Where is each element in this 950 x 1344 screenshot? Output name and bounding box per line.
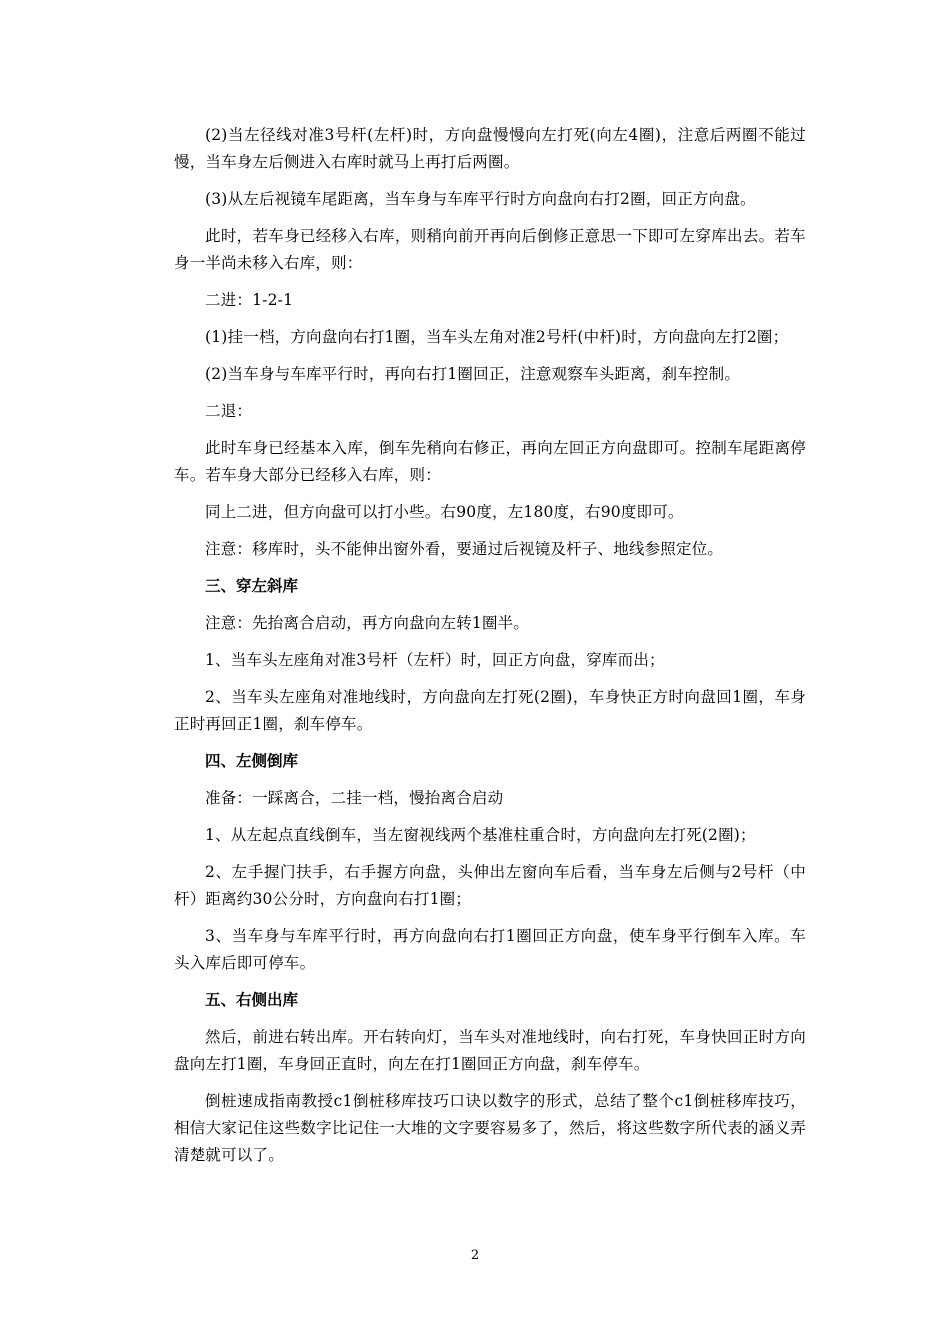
paragraph: 倒桩速成指南教授c1倒桩移库技巧口诀以数字的形式，总结了整个c1倒桩移库技巧，相信大家记住这些数字比记住一大堆的文字要容易多了，然后，将这些数字所代表的涵义弄清楚就可以了。 [174, 1092, 806, 1164]
paragraph: 注意：移库时，头不能伸出窗外看，要通过后视镜及杆子、地线参照定位。 [205, 540, 724, 558]
section-heading: 三、穿左斜库 [205, 577, 299, 595]
paragraph: 3、当车身与车库平行时，再方向盘向右打1圈回正方向盘，使车身平行倒车入库。车头入库后即可停车。 [174, 927, 806, 972]
paragraph: (2)当左径线对准3号杆(左杆)时，方向盘慢慢向左打死(向左4圈)，注意后两圈不能过慢，当车身左后侧进入右库时就马上再打后两圈。 [174, 126, 806, 171]
paragraph: 1、从左起点直线倒车，当左窗视线两个基准柱重合时，方向盘向左打死(2圈)； [205, 826, 756, 844]
paragraph: 同上二进，但方向盘可以打小些。右90度，左180度，右90度即可。 [205, 503, 684, 521]
paragraph: 2、左手握门扶手，右手握方向盘，头伸出左窗向车后看，当车身左后侧与2号杆（中杆）距离约30公分时，方向盘向右打1圈； [174, 863, 806, 908]
paragraph: 二进：1-2-1 [205, 291, 294, 309]
section-heading: 四、左侧倒库 [205, 752, 299, 770]
paragraph: (2)当车身与车库平行时，再向右打1圈回正，注意观察车头距离，刹车控制。 [205, 365, 741, 383]
page-number: 2 [470, 1248, 480, 1263]
document-body [174, 122, 806, 1179]
paragraph: 二退： [205, 402, 253, 420]
paragraph: (1)挂一档，方向盘向右打1圈，当车头左角对准2号杆(中杆)时，方向盘向左打2圈； [205, 328, 789, 346]
paragraph: 然后，前进右转出库。开右转向灯，当车头对准地线时，向右打死，车身快回正时方向盘向左打1圈，车身回正直时，向左在打1圈回正方向盘，刹车停车。 [174, 1028, 806, 1073]
paragraph: (3)从左后视镜车尾距离，当车身与车库平行时方向盘向右打2圈，回正方向盘。 [205, 190, 756, 208]
paragraph: 此时，若车身已经移入右库，则稍向前开再向后倒修正意思一下即可左穿库出去。若车身一半尚未移入右库，则： [174, 227, 806, 272]
paragraph: 1、当车头左座角对准3号杆（左杆）时，回正方向盘，穿库而出； [205, 651, 665, 669]
paragraph: 准备：一踩离合，二挂一档，慢抬离合启动 [205, 789, 504, 807]
section-heading: 五、右侧出库 [205, 991, 299, 1009]
paragraph: 此时车身已经基本入库，倒车先稍向右修正，再向左回正方向盘即可。控制车尾距离停车。若车身大部分已经移入右库，则： [174, 439, 806, 484]
paragraph: 2、当车头左座角对准地线时，方向盘向左打死(2圈)，车身快正方时向盘回1圈，车身正时再回正1圈，刹车停车。 [174, 688, 806, 733]
paragraph: 注意：先抬离合启动，再方向盘向左转1圈半。 [205, 614, 530, 632]
